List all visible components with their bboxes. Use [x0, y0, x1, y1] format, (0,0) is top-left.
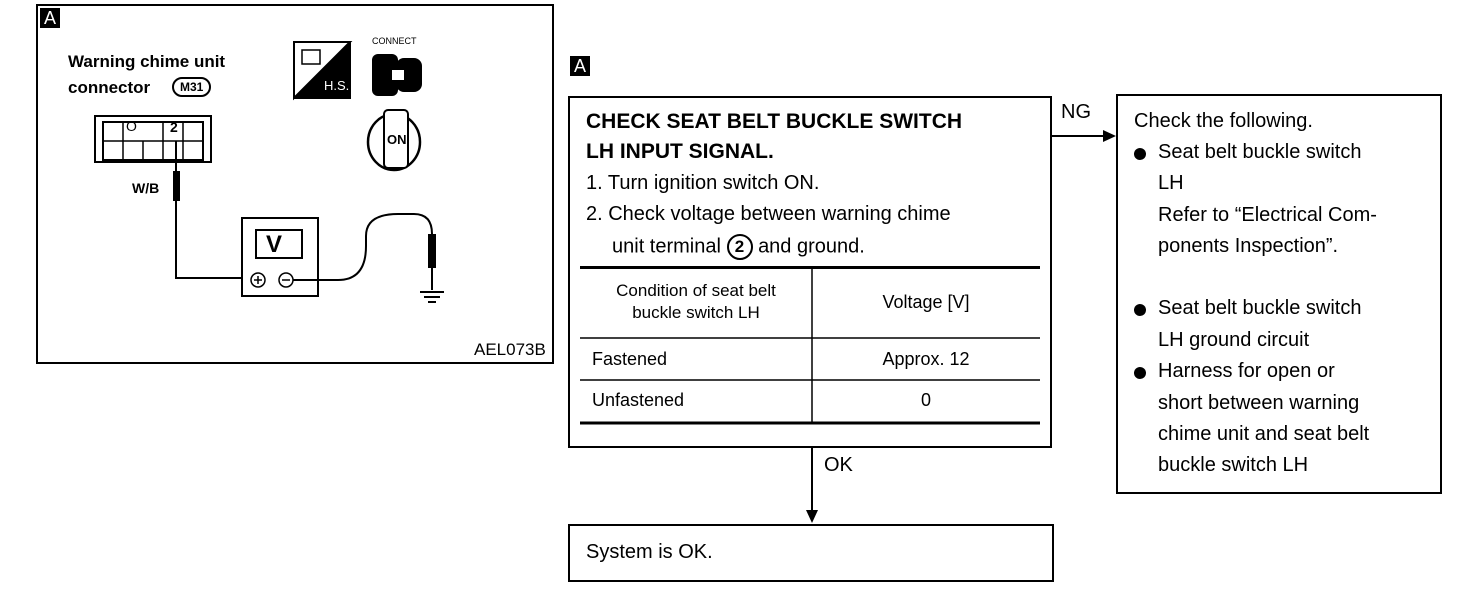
bullet-icon: [1134, 367, 1146, 379]
connect-label: CONNECT: [372, 36, 417, 46]
result-item1-line1: Seat belt buckle switch: [1158, 141, 1362, 163]
connector-label-line1: Warning chime unit: [68, 52, 226, 71]
terminal-number-label: 2: [170, 119, 178, 135]
terminal-2-circle: 2: [727, 234, 753, 260]
table-header-condition-line2: buckle switch LH: [632, 303, 760, 322]
connector-label-line2: connector: [68, 78, 151, 97]
check-step-2b-pre: unit terminal: [612, 235, 721, 258]
table-row-fastened-voltage: Approx. 12: [882, 349, 970, 369]
diagram-tag: A: [40, 8, 60, 28]
result-item1-line2: LH: [1158, 172, 1184, 194]
check-title-line1: CHECK SEAT BELT BUCKLE SWITCH: [586, 110, 963, 133]
result-item2-line1: Seat belt buckle switch: [1158, 297, 1362, 319]
ok-result-text: System is OK.: [586, 541, 713, 563]
result-item3-line3: chime unit and seat belt: [1158, 423, 1370, 445]
ok-result-box: [568, 524, 1054, 582]
key-on-label: ON: [387, 132, 407, 147]
table-header-condition-line1: Condition of seat belt: [616, 281, 776, 300]
table-row-unfastened-voltage: 0: [920, 390, 931, 410]
ng-label: NG: [1061, 101, 1091, 123]
result-item1-line4: ponents Inspection”.: [1158, 235, 1339, 257]
check-step-2a: 2. Check voltage between warning chime: [586, 203, 951, 225]
ok-arrow-icon: [806, 448, 818, 523]
check-tag: A: [570, 56, 590, 76]
result-item3-line2: short between warning: [1158, 392, 1360, 414]
bullet-icon: [1134, 148, 1146, 160]
ng-result-box: [1116, 94, 1442, 494]
result-item3-line1: Harness for open or: [1158, 360, 1335, 382]
result-item1-line3: Refer to “Electrical Com-: [1158, 204, 1377, 226]
table-row-unfastened-condition: Unfastened: [592, 390, 685, 410]
voltmeter-label: V: [266, 231, 283, 258]
figure-code: AEL073B: [474, 340, 546, 359]
bullet-icon: [1134, 304, 1146, 316]
connector-code-badge: M31: [172, 77, 211, 97]
table-row-fastened-condition: Fastened: [592, 349, 668, 369]
terminal-circle-label: O: [126, 118, 137, 134]
ng-arrow-icon: [1052, 130, 1116, 142]
check-step-1: 1. Turn ignition switch ON.: [586, 172, 820, 194]
check-title-line2: LH INPUT SIGNAL.: [586, 140, 774, 163]
ok-label: OK: [824, 454, 853, 476]
result-item3-line4: buckle switch LH: [1158, 454, 1309, 476]
check-step-2b-post: and ground.: [758, 235, 865, 258]
hs-label: H.S.: [324, 78, 350, 93]
table-header-voltage: Voltage [V]: [882, 292, 970, 312]
result-item2-line2: LH ground circuit: [1158, 329, 1310, 351]
result-intro: Check the following.: [1134, 110, 1313, 132]
wire-color-label: W/B: [132, 180, 160, 196]
